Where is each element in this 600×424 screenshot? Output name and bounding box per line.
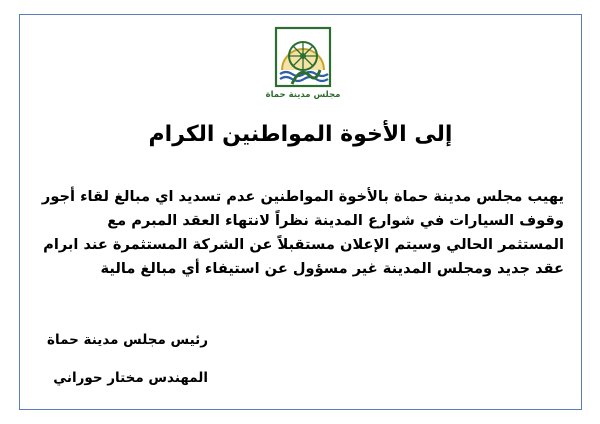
signature-title: رئيس مجلس مدينة حماة bbox=[47, 332, 208, 348]
announcement-body: يهيب مجلس مدينة حماة بالأخوة المواطنين عدم تسديد اي مبالغ لقاء أجور وقوف السيارات في شوارع المدينة نظراً لانتهاء العقد المبرم مع المستثمر الحالي وسيتم الإعلان مستقبلاً عن الشركة المستثمرة عند ابرام عقد جديد ومجلس المدينة غير مسؤول عن استيفاء أي مبالغ مالية bbox=[41, 188, 564, 277]
logo-caption: مجلس مدينة حماة bbox=[265, 90, 341, 100]
signature-name: المهندس مختار حوراني bbox=[53, 370, 208, 386]
page-title: إلى الأخوة المواطنين الكرام bbox=[148, 122, 453, 147]
